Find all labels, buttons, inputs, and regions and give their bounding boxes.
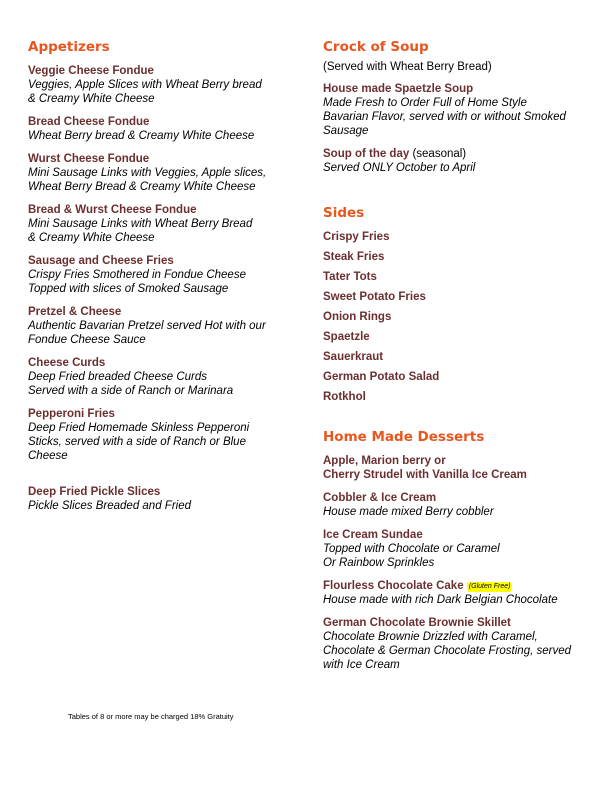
item-name-text: Soup of the day — [323, 148, 410, 160]
item-description — [28, 78, 298, 106]
side-item: Sauerkraut — [323, 351, 384, 363]
menu-item — [28, 254, 298, 296]
description-line: Topped with Chocolate or Caramel — [323, 543, 500, 555]
desserts-list — [323, 454, 598, 672]
gluten-free-badge: (Gluten Free) — [468, 583, 511, 590]
description-line: Chocolate Brownie Drizzled with Caramel, — [323, 631, 538, 643]
item-description — [323, 161, 598, 175]
description-line: Chocolate & German Chocolate Frosting, served — [323, 645, 572, 657]
menu-item — [28, 485, 298, 513]
appetizers-title: Appetizers — [28, 39, 110, 55]
description-line: & Creamy White Cheese — [28, 232, 155, 244]
menu-item — [28, 356, 298, 398]
menu-item — [28, 152, 298, 194]
item-name — [323, 528, 598, 542]
soup-title: Crock of Soup — [323, 39, 429, 55]
item-name — [323, 616, 598, 630]
item-name-text: Flourless Chocolate Cake — [323, 580, 464, 592]
menu-item — [323, 491, 598, 519]
description-line: Bavarian Flavor, served with or without Smoked — [323, 111, 566, 123]
item-name — [323, 82, 598, 96]
gratuity-note: Tables of 8 or more may be charged 18% Gratuity — [68, 712, 234, 721]
description-line: Sticks, served with a side of Ranch or Blue — [28, 436, 246, 448]
item-name: Bread Cheese Fondue — [28, 116, 150, 128]
description-line: Authentic Bavarian Pretzel served Hot with our — [28, 320, 266, 332]
item-description — [28, 319, 298, 347]
item-name-text: Ice Cream Sundae — [323, 529, 423, 541]
description-line: Mini Sausage Links with Veggies, Apple slices, — [28, 167, 267, 179]
appetizers-list — [28, 64, 298, 513]
item-name-text: Cherry Strudel with Vanilla Ice Cream — [323, 469, 527, 481]
desserts-title: Home Made Desserts — [323, 429, 485, 445]
item-name: Veggie Cheese Fondue — [28, 65, 154, 77]
item-name — [323, 454, 598, 468]
description-line: with Ice Cream — [323, 659, 400, 671]
description-line: Mini Sausage Links with Wheat Berry Bread — [28, 218, 253, 230]
item-description — [28, 499, 298, 513]
item-description — [28, 370, 298, 398]
item-description — [28, 129, 298, 143]
soup-list — [323, 82, 598, 175]
side-item: Steak Fries — [323, 251, 385, 263]
menu-item — [28, 115, 298, 143]
item-description — [28, 166, 298, 194]
description-line: Deep Fried breaded Cheese Curds — [28, 371, 207, 383]
item-description — [28, 217, 298, 245]
side-item: Onion Rings — [323, 311, 392, 323]
menu-item — [28, 203, 298, 245]
description-line: & Creamy White Cheese — [28, 93, 155, 105]
item-description — [323, 505, 598, 519]
sides-title: Sides — [323, 205, 365, 221]
description-line: Deep Fried Homemade Skinless Pepperoni — [28, 422, 250, 434]
menu-item — [323, 579, 598, 607]
sides-list — [323, 230, 598, 404]
item-description — [323, 96, 598, 138]
item-name: Bread & Wurst Cheese Fondue — [28, 204, 197, 216]
menu-item — [323, 528, 598, 570]
description-line: Pickle Slices Breaded and Fried — [28, 500, 191, 512]
menu-item — [28, 64, 298, 106]
item-name — [323, 579, 598, 593]
item-name: Cheese Curds — [28, 357, 106, 369]
item-name — [323, 491, 598, 505]
description-line: Wheat Berry bread & Creamy White Cheese — [28, 130, 255, 142]
item-name: Wurst Cheese Fondue — [28, 153, 150, 165]
item-description — [323, 593, 598, 607]
menu-item — [28, 305, 298, 347]
description-line: Served ONLY October to April — [323, 162, 476, 174]
description-line: Served with a side of Ranch or Marinara — [28, 385, 234, 397]
side-item: German Potato Salad — [323, 371, 440, 383]
item-name-suffix: (seasonal) — [409, 148, 467, 160]
side-item: Tater Tots — [323, 271, 377, 283]
side-item: Sweet Potato Fries — [323, 291, 426, 303]
item-name — [323, 147, 598, 161]
description-line: Made Fresh to Order Full of Home Style — [323, 97, 527, 109]
side-item: Rotkhol — [323, 391, 366, 403]
item-name: Pretzel & Cheese — [28, 306, 122, 318]
item-name: Sausage and Cheese Fries — [28, 255, 174, 267]
item-name: Deep Fried Pickle Slices — [28, 486, 161, 498]
item-name-text: House made Spaetzle Soup — [323, 83, 474, 95]
description-line: Wheat Berry Bread & Creamy White Cheese — [28, 181, 256, 193]
item-description — [28, 268, 298, 296]
item-name-text: Cobbler & Ice Cream — [323, 492, 437, 504]
description-line: Cheese — [28, 450, 68, 462]
description-line: House made with rich Dark Belgian Chocolate — [323, 594, 558, 606]
item-name-text: Apple, Marion berry or — [323, 455, 446, 467]
left-column — [28, 38, 298, 522]
item-description — [28, 421, 298, 463]
menu-item — [323, 616, 598, 672]
item-description — [323, 542, 598, 570]
description-line: Fondue Cheese Sauce — [28, 334, 146, 346]
right-column — [323, 38, 598, 681]
menu-item — [323, 454, 598, 482]
item-name: Pepperoni Fries — [28, 408, 115, 420]
description-line: Sausage — [323, 125, 369, 137]
description-line: Topped with slices of Smoked Sausage — [28, 283, 229, 295]
menu-item — [28, 407, 298, 463]
menu-item — [323, 147, 598, 175]
menu-item — [323, 82, 598, 138]
description-line: Crispy Fries Smothered in Fondue Cheese — [28, 269, 246, 281]
description-line: Or Rainbow Sprinkles — [323, 557, 435, 569]
item-name-text: German Chocolate Brownie Skillet — [323, 617, 511, 629]
side-item: Spaetzle — [323, 331, 370, 343]
description-line: Veggies, Apple Slices with Wheat Berry bread — [28, 79, 262, 91]
side-item: Crispy Fries — [323, 231, 390, 243]
item-name — [323, 468, 598, 482]
item-description — [323, 630, 598, 672]
description-line: House made mixed Berry cobbler — [323, 506, 494, 518]
soup-subtitle: (Served with Wheat Berry Bread) — [323, 61, 492, 73]
